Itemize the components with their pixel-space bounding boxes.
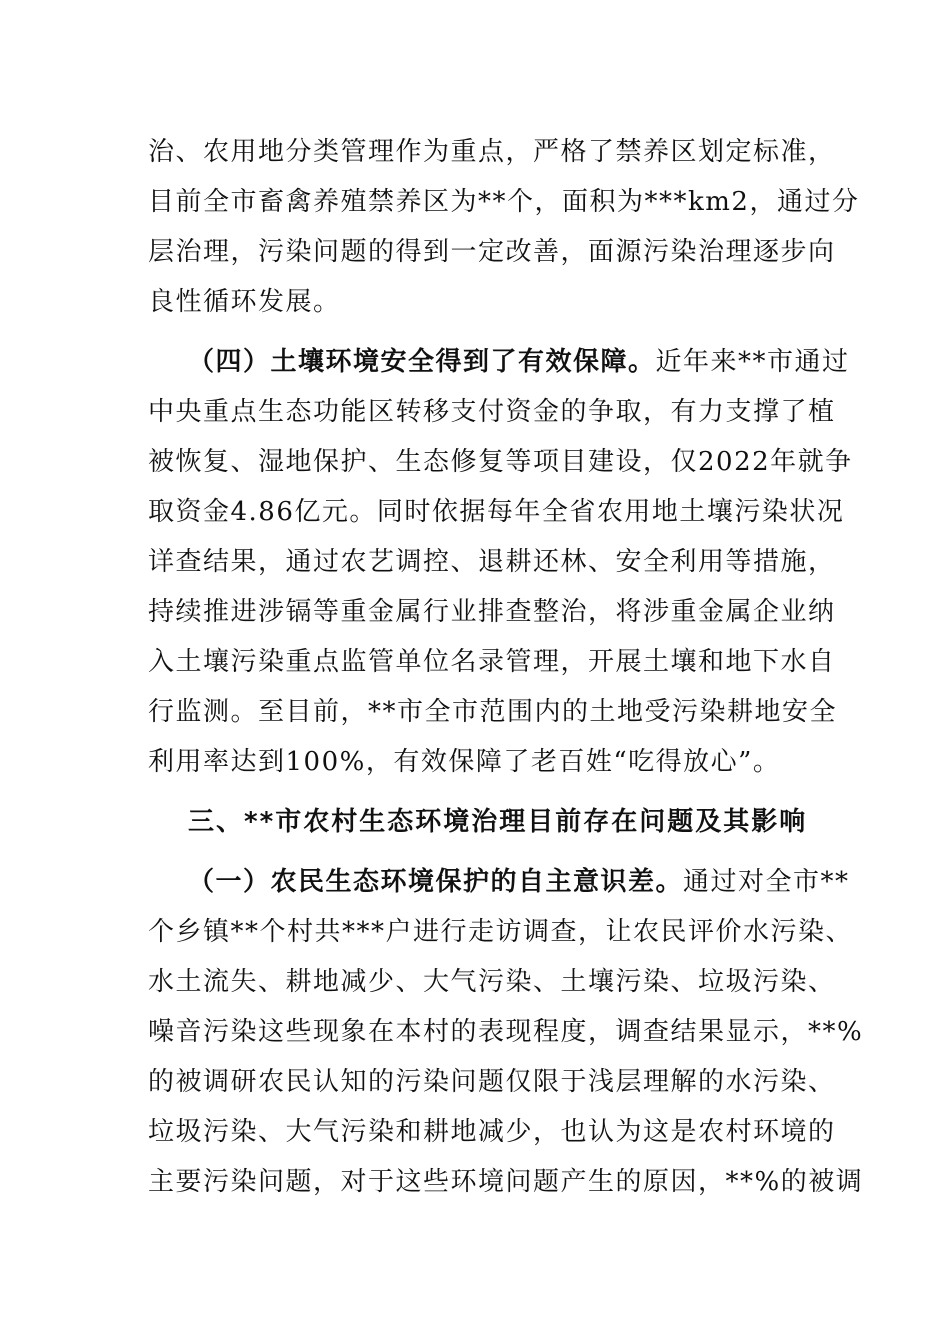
para2-line-8: 行监测。至目前，**市全市范围内的土地受污染耕地安全 — [148, 697, 838, 727]
para3-line-1 — [188, 862, 850, 902]
para3-line-3: 水土流失、耕地减少、大气污染、土壤污染、垃圾污染、 — [148, 967, 836, 997]
para1-line-2: 目前全市畜禽养殖禁养区为**个，面积为***km2，通过分 — [148, 187, 860, 217]
para3-line-5: 的被调研农民认知的污染问题仅限于浅层理解的水污染、 — [148, 1067, 836, 1097]
para2-line-7: 入土壤污染重点监管单位名录管理，开展土壤和地下水自 — [148, 647, 836, 677]
para2-line-5: 详查结果，通过农艺调控、退耕还林、安全利用等措施， — [148, 547, 836, 577]
para2-line-4: 取资金4.86亿元。同时依据每年全省农用地土壤污染状况 — [148, 497, 845, 527]
para3-line-2: 个乡镇**个村共***户进行走访调查，让农民评价水污染、 — [148, 917, 854, 947]
para3-first-line-rest: 通过对全市** — [683, 867, 850, 897]
para2-line-2: 中央重点生态功能区转移支付资金的争取，有力支撑了植 — [148, 397, 836, 427]
para2-heading: （四）土壤环境安全得到了有效保障。 — [188, 347, 656, 377]
para3-line-6: 垃圾污染、大气污染和耕地减少，也认为这是农村环境的 — [148, 1117, 836, 1147]
section3-title: 三、**市农村生态环境治理目前存在问题及其影响 — [188, 807, 808, 837]
para2-line-3: 被恢复、湿地保护、生态修复等项目建设，仅2022年就争 — [148, 447, 853, 477]
para1-line-3: 层治理，污染问题的得到一定改善，面源污染治理逐步向 — [148, 237, 836, 267]
para1-line-1: 治、农用地分类管理作为重点，严格了禁养区划定标准， — [148, 137, 836, 167]
para3-line-4: 噪音污染这些现象在本村的表现程度，调查结果显示，**% — [148, 1017, 864, 1047]
para2-line-6: 持续推进涉镉等重金属行业排查整治，将涉重金属企业纳 — [148, 597, 836, 627]
para2-line-9: 利用率达到100%，有效保障了老百姓“吃得放心”。 — [148, 747, 781, 777]
para3-heading: （一）农民生态环境保护的自主意识差。 — [188, 867, 684, 897]
para1-line-4: 良性循环发展。 — [148, 287, 341, 317]
para2-first-line-rest: 近年来**市通过 — [655, 347, 850, 377]
para3-line-7: 主要污染问题，对于这些环境问题产生的原因，**%的被调 — [148, 1167, 864, 1197]
para2-line-1 — [188, 342, 850, 382]
